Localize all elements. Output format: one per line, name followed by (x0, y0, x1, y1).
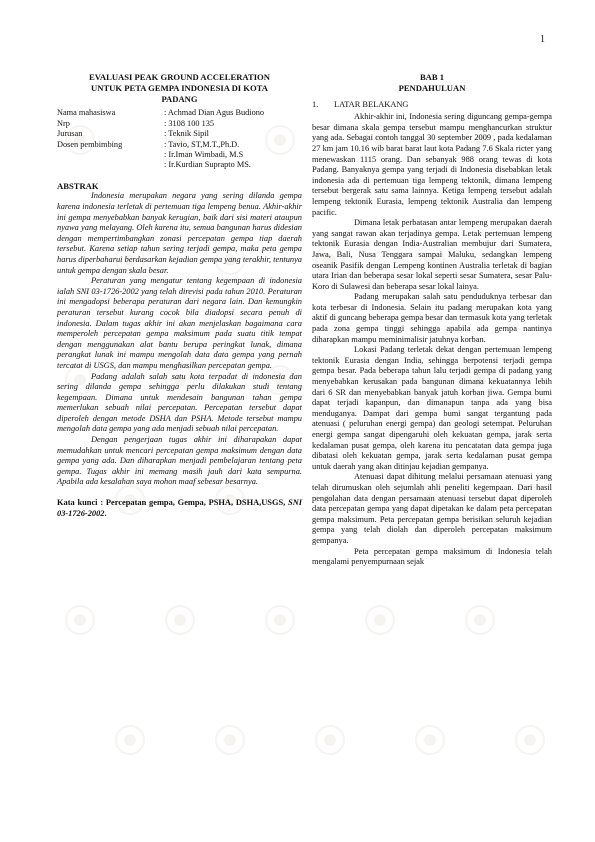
chapter-number: BAB 1 (419, 72, 445, 82)
body-paragraph: Atenuasi dapat dihitung melalui persamaan atenuasi yang telah dirumuskan oleh sejumlah ahli peneliti kegempaan. Dari hasil pengolahan data dengan persamaan atenuasi tersebut dapat diperoleh data percepatan gempa yang dapat dipetakan ke dalam peta percepatan gempa maksimum. Peta percepatan gempa berisikan seluruh kejadian gempa yang telah diolah dan diperoleh percepatan maksimum gempanya. (312, 472, 552, 545)
abstract-paragraph: Peraturan yang mengatur tentang kegempaan di indonesia ialah SNI 03-1726-2002 yang telah direvisi pada tahun 2010. Peraturan ini mengadopsi beberapa peraturan dari negara lain. Dan kemungkin peraturan tersebut kurang cocok bila diadopsi secara penuh di indonesia. Dalam tugas akhir ini akan menjelaskan bagaimana cara memperoleh percepatan gempa maksimum pada suatu titik tempat dengan menggunakan alat bantu berupa peringkat lunak, dimana perangkat lunak ini mampu mengolah data data gempa yang pernah tercatat di USGS, dan mampu menghasilkan percepatan gempa. (57, 276, 302, 370)
title-line: EVALUASI PEAK GROUND ACCELERATION (89, 72, 270, 82)
title-line: UNTUK PETA GEMPA INDONESIA DI KOTA (91, 82, 268, 93)
meta-key: Jurusan (57, 129, 83, 139)
abstract (57, 191, 302, 488)
meta-value: : Tavio, ST,M.T.,Ph.D. (164, 139, 240, 149)
keywords-end: . (104, 508, 107, 518)
meta-key (57, 160, 164, 170)
abstract-paragraph: Dengan pengerjaan tugas akhir ini diharapakan dapat memudahkan untuk mencari percepatan gempa maksimum dengan data gempa yang ada. Dan diharapkan menjadi pembelajaran tentang peta gempa. Tugas akhir ini memang masih jauh dari kata sempurna. Apabila ada kesalahan saya mohon maaf sebesar besarnya. (57, 435, 302, 487)
chapter-title: PENDAHULUAN (398, 82, 466, 93)
meta-row (57, 160, 264, 170)
meta-key: Nrp (57, 118, 70, 128)
paper-title (57, 72, 302, 104)
meta-row (57, 119, 264, 129)
meta-row (57, 140, 264, 150)
section-title: LATAR BELAKANG (334, 99, 409, 109)
body-text (312, 112, 552, 568)
meta-value: : Teknik Sipil (164, 129, 209, 139)
meta-key (57, 150, 164, 160)
keywords-sni: SNI 03-1726-2002 (57, 498, 302, 518)
body-paragraph: Padang merupakan salah satu penduduknya terbesar dan kota terbesar di Indonesia. Selain itu padang merupakan kota yang aktif di guncang beberapa gempa besar dan termasuk kota yang terletak pada zona gempa tinggi sehingga apabila ada gempa nantinya diharapkan mampu meminimalisir jatuhnya korban. (312, 292, 552, 344)
meta-row (57, 150, 264, 160)
meta-row (57, 129, 264, 139)
meta-value: : Ir.Kurdian Suprapto MS. (164, 160, 251, 170)
body-paragraph: Lokasi Padang terletak dekat dengan pertemuan lempeng tektonik Eurasia dengan India, sehingga berpotensi terjadi gempa gempa besar. Pada beberapa tahun lalu terjadi gempa di padang yang menyebabkan kerusakan pada bangunan dimana kekuatannya lebih dari 6 SR dan menyebabkan banyak jatuh korban jiwa. Gempa bumi dapat terjadi kapanpun, dan dimanapun tanpa ada yang bisa menduganya. Dampat dari gempa bumi sangat tergantung pada atenuasi ( peluruhan energi gempa) dan geologi setempat. Peluruhan energi gempa sangat dipengaruhi oleh kekuatan gempa, jarak serta kedalaman pusat gempa, oleh karena itu pencatatan data gempa juga dibatasi oleh kekuatan gempa, jarak serta kedalaman pusat gempa untuk daerah yang akan ditinjau kejadian gempanya. (312, 345, 552, 471)
meta-value: : 3108 100 135 (164, 118, 215, 128)
keywords (57, 498, 302, 519)
body-paragraph: Dimana letak perbatasan antar lempeng merupakan daerah yang sangat rawan akan terjadinya gempa. Letak pertemuan lempeng tektonik Eurasia dengan India-Australian membujur dari Sumatera, Jawa, Bali, Nusa Tenggara sampai Maluku, sedangkan lempeng oseanik Pasifik dengan Lempeng kontinen Australia terletak di bagian utara Irian dan beberapa sesar lokal seperti sesar Sumatera, sesar Palu-Koro di Sulawesi dan beberapa sesar lokal lainya. (312, 218, 552, 291)
meta-row (57, 108, 264, 118)
keywords-text: Kata kunci : Percepatan gempa, Gempa, PSHA, DSHA,USGS, (57, 498, 289, 508)
left-column (57, 72, 302, 519)
section-heading (312, 100, 552, 111)
abstract-paragraph: Indonesia merupakan negara yang sering dilanda gempa karena indonesia terletak di pertemuan tiga lempeng benua. Akhir-akhir ini gempa menyebabkan banyak kerugian, baik dari sisi materi ataupun nyawa yang melayang. Oleh karena itu, semua bangunan harus didesian dengan mempertimbangkan zonasi percepatan gempa tiap daerah tersebut. Karena setiap tahun sering terjadi gempa, maka peta gempa harus diperbaharui berdasarkan kejadian gempa yang terakhir, tentunya untuk gempa dengan skala besar. (57, 191, 302, 275)
abstract-paragraph: Padang adalah salah satu kota terpadat di indonesia dan sering dilanda gempa sehingga perlu dilakukan studi tentang kegempaan. Dimana untuk mendesain bangunan tahan gempa memerlukan sebuah nilai percepatan. Percepatan tersebut dapat diperoleh dengan metode DSHA dan PSHA. Metode tersebut mampu mengolah data gempa yang ada menjadi sebuah nilai percepatan. (57, 371, 302, 434)
author-info-table (57, 108, 264, 170)
meta-key: Nama mahasiswa (57, 108, 116, 118)
meta-key: Dosen pembimbing (57, 139, 123, 149)
title-line: PADANG (161, 93, 198, 104)
meta-value: : Achmad Dian Agus Budiono (164, 108, 265, 118)
abstract-heading: ABSTRAK (57, 180, 99, 191)
right-column (312, 72, 552, 568)
body-paragraph: Akhir-akhir ini, Indonesia sering diguncang gempa-gempa besar dimana skala gempa tersebut mampu menghancurkan struktur yang ada. Sebagai contoh tanggal 30 september 2009 , pada kedalaman 27 km jam 10.16 wib barat barat laut kota Padang 7.6 Skala ricter yang menewaskan 1115 orang. Dan sebanyak 988 orang tewas di kota Padang. Banyaknya gempa yang terjadi di Indonesia disebabkan letak indonesia ada di pertemuan tiga lempeng tektonik, dimana lempeng tersebut bergerak satu sama lainnya. Ketiga lempeng tersebut adalah lempeng tektonik Eurasia, lempeng tektonik Australia dan lempeng pacific. (312, 112, 552, 217)
chapter-heading (312, 72, 552, 94)
page-number: 1 (540, 34, 545, 45)
body-paragraph: Peta percepatan gempa maksimum di Indonesia telah mengalami penyempurnaan sejak (312, 546, 552, 567)
meta-value: : Ir.Iman Wimbadi, M.S (164, 150, 244, 160)
section-number: 1. (312, 99, 319, 109)
